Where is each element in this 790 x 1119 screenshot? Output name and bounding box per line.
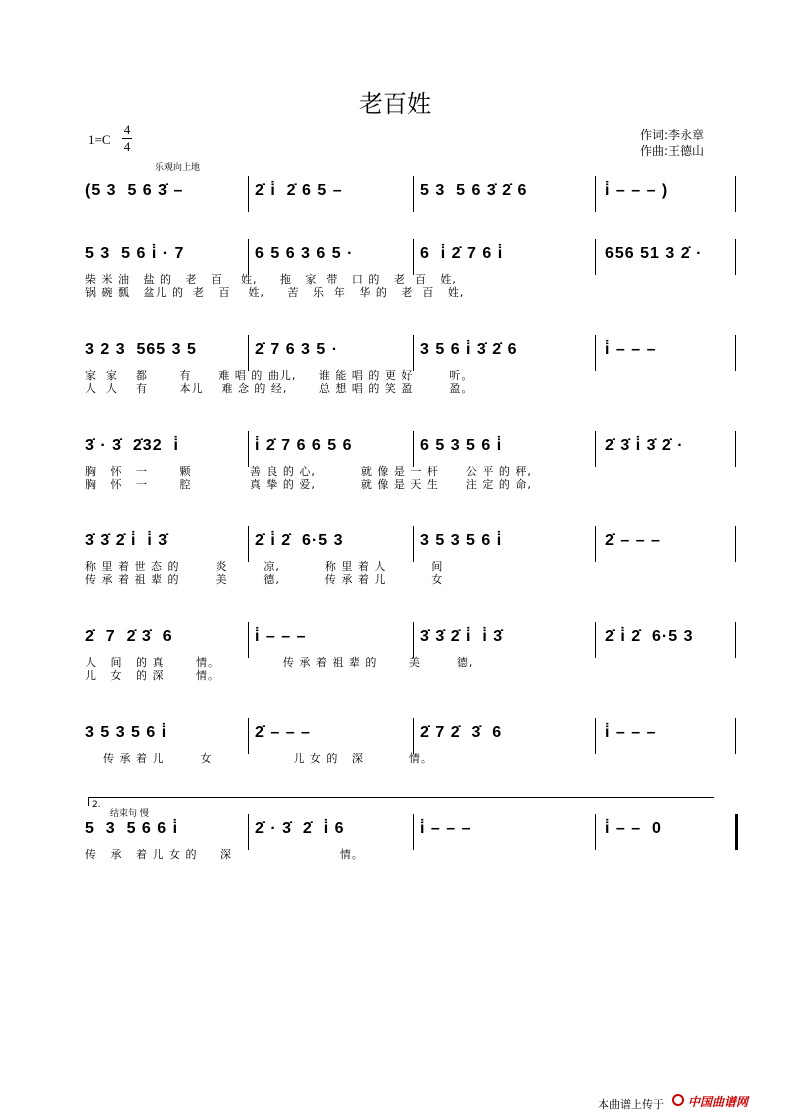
measure: 5 3 5 6 i̇ · 7 — [85, 245, 185, 262]
bar-line — [735, 335, 736, 371]
bar-line — [735, 526, 736, 562]
measure: i̇ – – – — [605, 724, 657, 741]
lyric-line: 儿 女 的 深 情。 — [85, 669, 220, 682]
measure: i̇ – – – — [605, 341, 657, 358]
site-logo[interactable]: 中国曲谱网 — [688, 1095, 749, 1109]
notes-line — [85, 182, 740, 212]
bar-line — [735, 718, 736, 754]
bar-line — [248, 718, 249, 754]
bar-line — [413, 176, 414, 212]
measure: 2̇ i̇ 2̇ 6·5 3 — [605, 628, 694, 645]
bar-line — [248, 814, 249, 850]
bar-line — [595, 814, 596, 850]
bar-line — [248, 431, 249, 467]
bar-line — [248, 622, 249, 658]
lyric-line: 人 间 的 真 情。 传 承 着 祖 辈 的 美 德, — [85, 656, 474, 669]
measure: 2̇ – – – — [605, 532, 661, 549]
volta-bracket — [88, 797, 714, 806]
bar-line — [595, 622, 596, 658]
lyricist: 作词:李永章 — [640, 128, 705, 142]
measure: 656 51 3 2̇ · — [605, 245, 703, 262]
measure: 6 5 3 5 6 i̇ — [420, 437, 503, 454]
bar-line — [248, 239, 249, 275]
measure: 3̇ · 3̇ 2̇32 i̇ — [85, 437, 179, 454]
lyric-line: 胸 怀 一 颗 善 良 的 心, 就 像 是 一 杆 公 平 的 秤, — [85, 465, 532, 478]
measure: i̇ – – 0 — [605, 820, 662, 837]
measure: i̇ 2̇ 7 6 6 5 6 — [255, 437, 353, 454]
bar-line — [595, 431, 596, 467]
credits — [640, 127, 704, 159]
lyric-line: 人 人 有 本儿 难 念 的 经, 总 想 唱 的 笑 盈 盈。 — [85, 382, 474, 395]
lyric-line: 称 里 着 世 态 的 炎 凉, 称 里 着 人 间 — [85, 560, 444, 573]
measure: 2̇ 7 2̇ 3̇ 6 — [85, 628, 173, 645]
bar-line — [595, 335, 596, 371]
ending-note: 结束句 慢 — [110, 809, 149, 819]
measure: 3̇ 3̇ 2̇ i̇ i̇ 3̇ — [420, 628, 504, 645]
bar-line — [413, 622, 414, 658]
song-title: 老百姓 — [359, 90, 431, 118]
measure: 2̇ · 3̇ 2̇ i̇ 6 — [255, 820, 345, 837]
lyric-line: 传 承 着 儿 女 儿 女 的 深 情。 — [85, 752, 433, 765]
meter-bottom: 4 — [123, 139, 131, 154]
measure: 5 3 5 6 6 i̇ — [85, 820, 179, 837]
composer: 作曲:王德山 — [640, 144, 705, 158]
lyric-line: 家 家 都 有 难 唱 的 曲儿, 谁 能 唱 的 更 好 听。 — [85, 369, 474, 382]
bar-line — [413, 718, 414, 754]
measure: 3̇ 3̇ 2̇ i̇ i̇ 3̇ — [85, 532, 169, 549]
logo-icon — [672, 1094, 684, 1106]
key-signature: 1=C — [88, 132, 111, 147]
bar-line — [595, 239, 596, 275]
bar-line — [248, 335, 249, 371]
measure: i̇ – – – — [420, 820, 472, 837]
bar-line — [735, 176, 736, 212]
measure: 3 2 3 565 3 5 — [85, 341, 197, 358]
bar-line — [735, 431, 736, 467]
tempo-mood: 乐观向上地 — [155, 163, 201, 173]
bar-line — [735, 622, 736, 658]
measure: 3 5 6 i̇ 3̇ 2̇ 6 — [420, 341, 518, 358]
lyric-line: 锅 碗 瓢 盆儿 的 老 百 姓, 苦 乐 年 华 的 老 百 姓, — [85, 286, 465, 299]
measure: i̇ – – – — [255, 628, 307, 645]
bar-line — [595, 176, 596, 212]
volta-label: 2. — [92, 800, 101, 810]
bar-line — [248, 176, 249, 212]
bar-line — [595, 718, 596, 754]
measure: 2̇ i̇ 2̇ 6·5 3 — [255, 532, 344, 549]
measure: 2̇ – – – — [255, 724, 311, 741]
bar-line — [413, 431, 414, 467]
measure: 6 i̇ 2̇ 7 6 i̇ — [420, 245, 504, 262]
lyric-line: 传 承 着 儿 女 的 深 情。 — [85, 848, 364, 861]
measure: 2̇ 7 2̇ 3̇ 6 — [420, 724, 503, 741]
measure: 6 5 6 3 6 5 · — [255, 245, 354, 262]
bar-line — [413, 335, 414, 371]
bar-line — [735, 239, 736, 275]
measure: 3 5 3 5 6 i̇ — [420, 532, 503, 549]
bar-line — [413, 814, 414, 850]
measure: 5 3 5 6 3̇ 2̇ 6 — [420, 182, 528, 199]
measure: 2̇ i̇ 2̇ 6 5 – — [255, 182, 343, 199]
bar-line — [413, 239, 414, 275]
lyric-line: 传 承 着 祖 辈 的 美 德, 传 承 着 儿 女 — [85, 573, 444, 586]
meter-top: 4 — [123, 122, 131, 137]
bar-line — [595, 526, 596, 562]
measure: (5 3 5 6 3̇ – — [85, 182, 184, 199]
lyric-line: 柴 米 油 盐 的 老 百 姓, 拖 家 带 口 的 老 百 姓, — [85, 273, 457, 286]
bar-line — [248, 526, 249, 562]
measure: 2̇ 7 6 3 5 · — [255, 341, 339, 358]
footer-text: 本曲谱上传于 — [598, 1098, 664, 1111]
measure: 2̇ 3̇ i̇ 3̇ 2̇ · — [605, 437, 684, 454]
bar-line — [413, 526, 414, 562]
bar-line — [735, 814, 738, 850]
lyric-line: 胸 怀 一 腔 真 挚 的 爱, 就 像 是 天 生 注 定 的 命, — [85, 478, 532, 491]
measure: i̇ – – – ) — [605, 182, 669, 199]
time-signature — [122, 122, 132, 155]
measure: 3 5 3 5 6 i̇ — [85, 724, 168, 741]
